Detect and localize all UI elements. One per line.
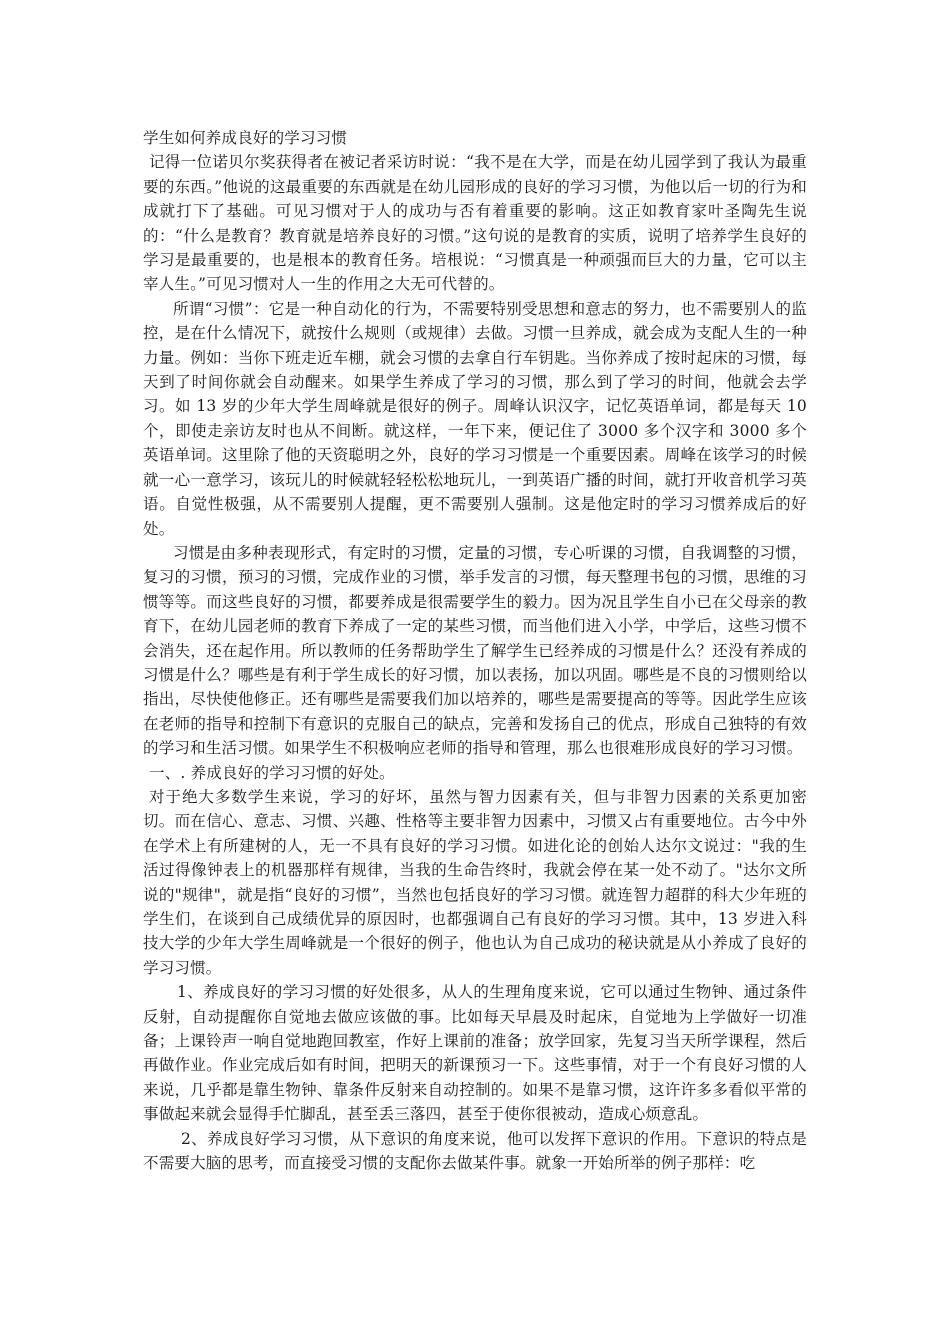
- paragraph-intro: 记得一位诺贝尔奖获得者在被记者采访时说：“我不是在大学，而是在幼儿园学到了我认为最重要的东西。”他说的这最重要的东西就是在幼儿园形成的良好的学习习惯，为他以后一切的行为和成就打下了基础。可见习惯对于人的成功与否有着重要的影响。这正如教育家叶圣陶先生说的：“什么是教育？教育就是培养良好的习惯。”这句说的是教育的实质，说明了培养学生良好的学习是最重要的，也是根本的教育任务。培根说：“习惯真是一种顽强而巨大的力量，它可以主宰人生。”可见习惯对人一生的作用之大无可代替的。: [143, 153, 807, 294]
- document-title: 学生如何养成良好的学习习惯: [143, 129, 348, 147]
- section-heading-benefits: 一、. 养成良好的学习习惯的好处。: [149, 763, 395, 782]
- document-body: [143, 126, 807, 1175]
- paragraph-nonintellectual: 对于绝大多数学生来说，学习的好坏，虽然与智力因素有关，但与非智力因素的关系更加密切。而在信心、意志、习惯、兴趣、性格等主要非智力因素中，习惯又占有重要地位。古今中外在学术上有所建树的人，无一不具有良好的学习习惯。如进化论的创始人达尔文说过："我的生活过得像钟表上的机器那样有规律，当我的生命告终时，我就会停在某一处不动了。"达尔文所说的"规律"，就是指“良好的习惯”，当然也包括良好的学习习惯。就连智力超群的科大少年班的学生们，在谈到自己成绩优异的原因时，也都强调自己有良好的学习习惯。其中，13 岁进入科技大学的少年大学生周峰就是一个很好的例子，他也认为自己成功的秘诀就是从小养成了良好的学习习惯。: [143, 787, 807, 977]
- paragraph-definition: 所谓“习惯”：它是一种自动化的行为，不需要特别受思想和意志的努力，也不需要别人的监控，是在什么情况下，就按什么规则（或规律）去做。习惯一旦养成，就会成为支配人生的一种力量。例如：当你下班走近车棚，就会习惯的去拿自行车钥匙。当你养成了按时起床的习惯，每天到了时间你就会自动醒来。如果学生养成了学习的习惯，那么到了学习的时间，他就会去学习。如 13 岁的少年大学生周峰就是很好的例子。周峰认识汉字，记忆英语单词，都是每天 10 个，即使走亲访友时也从不间断。就这样，一年下来，便记住了 3000 多个汉字和 3000 多个英语单词。这里除了他的天资聪明之外，良好的学习习惯是一个重要因素。周峰在该学习的时候就一心一意学习，该玩儿的时候就轻轻松松地玩儿，一到英语广播的时间，就打开收音机学习英语。自觉性极强，从不需要别人提醒，更不需要别人强制。这是他定时的学习习惯养成后的好处。: [143, 299, 807, 538]
- paragraph-forms: 习惯是由多种表现形式，有定时的习惯，定量的习惯，专心听课的习惯，自我调整的习惯，复习的习惯，预习的习惯，完成作业的习惯，举手发言的习惯，每天整理书包的习惯，思维的习惯等等。而这些良好的习惯，都要养成是很需要学生的毅力。因为况且学生自小已在父母亲的教育下，在幼儿园老师的教育下养成了一定的某些习惯，而当他们进入小学，中学后，这些习惯不会消失，还在起作用。所以教师的任务帮助学生了解学生已经养成的习惯是什么？还没有养成的习惯是什么？哪些是有利于学生成长的好习惯，加以表扬，加以巩固。哪些是不良的习惯则给以指出，尽快使他修正。还有哪些是需要我们加以培养的，哪些是需要提高的等等。因此学生应该在老师的指导和控制下有意识的克服自己的缺点，完善和发扬自己的优点，形成自己独特的有效的学习和生活习惯。如果学生不积极响应老师的指导和管理，那么也很难形成良好的学习习惯。: [143, 543, 807, 758]
- paragraph-point-2: 2、养成良好学习习惯，从下意识的角度来说，他可以发挥下意识的作用。下意识的特点是不需要大脑的思考，而直接受习惯的支配你去做某件事。就象一开始所举的例子那样：吃: [143, 1129, 807, 1173]
- paragraph-point-1: 1、养成良好的学习习惯的好处很多，从人的生理角度来说，它可以通过生物钟、通过条件反射，自动提醒你自觉地去做应该做的事。比如每天早晨及时起床，自觉地为上学做好一切准备；上课铃声一响自觉地跑回教室，作好上课前的准备；放学回家，先复习当天所学课程，然后再做作业。作业完成后如有时间，把明天的新课预习一下。这些事情，对于一个有良好习惯的人来说，几乎都是靠生物钟、靠条件反射来自动控制的。如果不是靠习惯，这许许多多看似平常的事做起来就会显得手忙脚乱，甚至丢三落四，甚至于使你很被动，造成心烦意乱。: [143, 983, 807, 1124]
